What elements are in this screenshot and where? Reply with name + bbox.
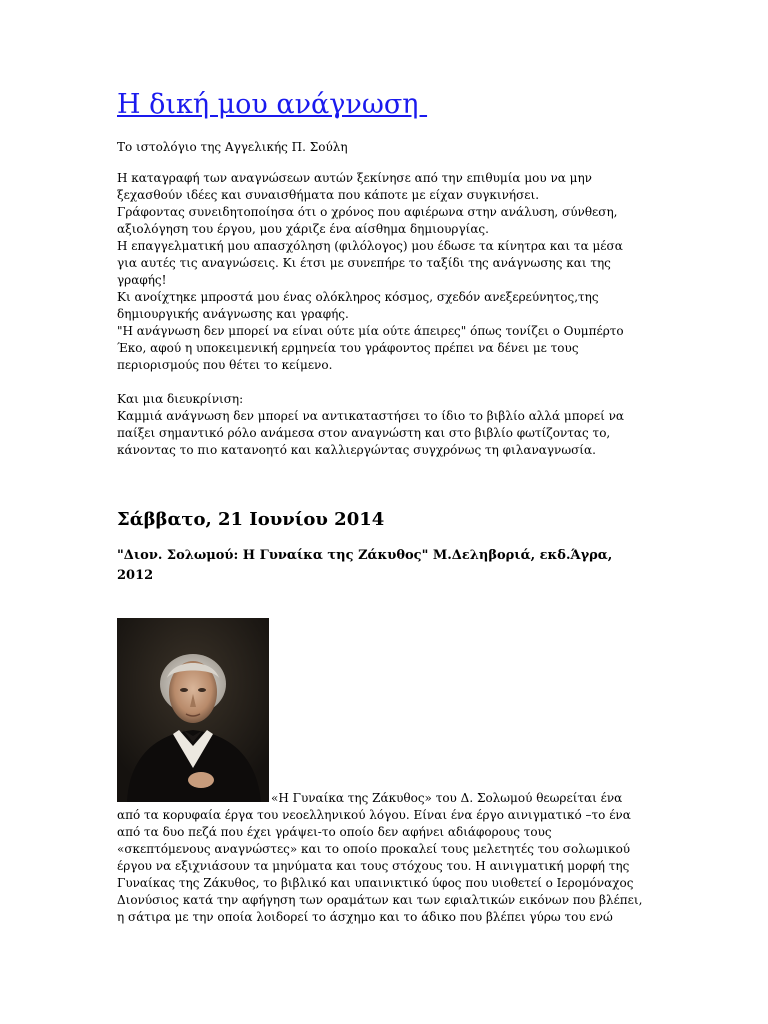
clarification-line: παίξει σημαντικό ρόλο ανάμεσα στον αναγνώστη και στο βιβλίο φωτίζοντας το, [117,426,611,440]
description-line: Η επαγγελματική μου απασχόληση (φιλόλογος) μου έδωσε τα κίνητρα και τα μέσα [117,239,623,253]
post-date-header: Σάββατο, 21 Ιουνίου 2014 [117,509,385,530]
description-line: γραφής! [117,273,167,287]
post-title-line: "Διον. Σολωμού: Η Γυναίκα της Ζάκυθος" Μ.Δεληβοριά, εκδ.Άγρα, [117,548,613,563]
portrait-image[interactable] [117,618,269,802]
post-body-line: από τα δυο πεζά που έχει γράψει-το οποίο δεν αφήνει αδιάφορους τους [117,825,552,839]
description-line: Γράφοντας συνειδητοποίησα ότι ο χρόνος που αφιέρωνα στην ανάλυση, σύνθεση, [117,205,618,219]
description-line: Έκο, αφού η υποκειμενική ερμηνεία του γράφοντος πρέπει να δένει με τους [117,341,579,355]
clarification-line: κάνοντας το πιο κατανοητό και καλλιεργώντας συγχρόνως τη φιλαναγνωσία. [117,443,596,457]
post-body-line: «σκεπτόμενους αναγνώστες» και το οποίο προκαλεί τους μελετητές του σολωμικού [117,842,631,856]
post-body-line: Διονύσιος κατά την αφήγηση των οραμάτων και των εφιαλτικών εικόνων που βλέπει, [117,893,643,907]
description-line: Κι ανοίχτηκε μπροστά μου ένας ολόκληρος κόσμος, σχεδόν ανεξερεύνητος,της [117,290,599,304]
post-body [117,790,655,926]
description-line: για αυτές τις αναγνώσεις. Κι έτσι με συνεπήρε το ταξίδι της ανάγνωσης και της [117,256,611,270]
post-title-line: 2012 [117,568,154,583]
post-body-line: «Η Γυναίκα της Ζάκυθος» του Δ. Σολωμού θεωρείται ένα [271,791,623,805]
post-body-line: η σάτιρα με την οποία λοιδορεί το άσχημο και το άδικο που βλέπει γύρω του ενώ [117,910,613,924]
blog-description [117,170,637,459]
description-line: αξιολόγηση του έργου, μου χάριζε ένα αίσθημα δημιουργίας. [117,222,489,236]
portrait-drawing [117,618,269,802]
clarification-line: Και μια διευκρίνιση: [117,392,244,406]
description-line: δημιουργικής ανάγνωσης και γραφής. [117,307,349,321]
description-line: ξεχασθούν ιδέες και συναισθήματα που κάποτε με είχαν συγκινήσει. [117,188,540,202]
post-body-line: έργου να εξιχνιάσουν τα μηνύματα και τους στόχους του. Η αινιγματική μορφή της [117,859,630,873]
clarification-line: Καμμιά ανάγνωση δεν μπορεί να αντικαταστήσει το ίδιο το βιβλίο αλλά μπορεί να [117,409,625,423]
blog-title-link[interactable]: Η δική μου ανάγνωση [117,89,428,120]
post-body-line: από τα κορυφαία έργα του νεοελληνικού λόγου. Είναι ένα έργο αινιγματικό –το ένα [117,808,631,822]
post-title [117,546,612,586]
paragraph-gap [117,374,637,391]
blog-subtitle: Το ιστολόγιο της Αγγελικής Π. Σούλη [117,140,348,154]
post-body-line: Γυναίκας της Ζάκυθος, το βιβλικό και υπαινικτικό ύφος που υιοθετεί ο Ιερομόναχος [117,876,634,890]
description-line: περιορισμούς που θέτει το κείμενο. [117,358,333,372]
description-line: Η καταγραφή των αναγνώσεων αυτών ξεκίνησε από την επιθυμία μου να μην [117,171,592,185]
description-line: "Η ανάγνωση δεν μπορεί να είναι ούτε μία ούτε άπειρες" όπως τονίζει ο Ουμπέρτο [117,324,624,338]
